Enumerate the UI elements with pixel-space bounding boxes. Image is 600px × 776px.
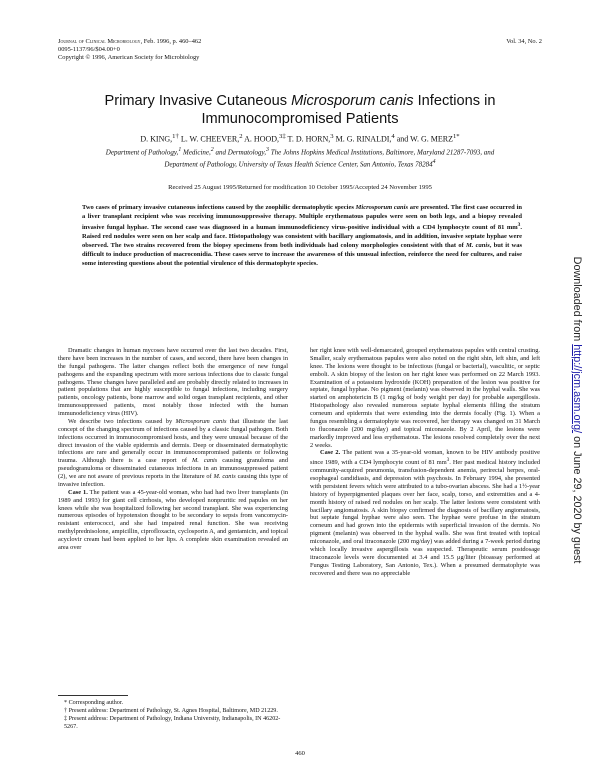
intro-paragraph-2: We describe two infections caused by Microsporum canis that illustrate the last concept of the changing spectrum of infections caused by a classic fungal pathogen. Both infections occurred in immunocompromised hosts, and they were unusual because of the direct invasion of the viable epidermis and dermis. Deep or disseminated dermatophytic infections are rare and generally occur in immunocompromised patients or following trauma. Although there is a case report of M. canis causing granuloma and pseudogranuloma or disseminated cutaneous infections in an immunosuppressed patient (2), we are not aware of previous reports in the literature of M. canis causing this type of invasive infection. — [58, 417, 288, 488]
page-number: 460 — [295, 750, 305, 757]
journal-name: Journal of Clinical Microbiology — [58, 38, 141, 45]
case-2-heading: Case 2. — [320, 449, 341, 457]
article-code: 0095-1137/96/$04.00+0 — [58, 46, 120, 53]
copyright-line: Copyright © 1996, American Society for Microbiology — [58, 54, 200, 61]
issue-info: , Feb. 1996, p. 460–462 — [140, 38, 202, 45]
footnote-rule — [58, 695, 128, 696]
affiliations: Department of Pathology,$^1$ Medicine,$^2$ and Dermatology,$^3$ The Johns Hopkins Medical Institutions, Baltimore, Maryland 21287-7093, and Department of Pathology, University of Texas Health Science Center, San Antonio, Texas 78284$^4$ — [105, 147, 495, 169]
received-dates: Received 25 August 1995/Returned for modification 10 October 1995/Accepted 24 November 1995 — [168, 184, 432, 191]
abstract: Two cases of primary invasive cutaneous infections caused by the zoophilic dermatophytic species Microsporum canis are presented. The first case occurred in a liver transplant recipient who was receiving immunosuppressive therapy. Multiple erythematous papules were seen on both legs, and a biopsy revealed invasive fungal hyphae. The second case was diagnosed in a human immunodeficiency virus-positive individual with a CD4 lymphocyte count of 81 $mm^3$. Raised red nodules were seen on her scalp and face. Histopathology was consistent with bacillary angiomatosis, and in addition, invasive septate hyphae were observed. The two strains recovered from the biopsy specimens from both individuals had colony morphologies consistent with that of M. canis, but it was difficult to induce production of macroconidia. These cases serve to increase the awareness of this unusual infection, reinforce the need for cultures, and raise some interesting questions about the potential virulence of this dermatophyte species. — [82, 204, 523, 268]
case-1-paragraph: Case 1. The patient was a 45-year-old woman, who had had two liver transplants (in 1989 and 1993) for giant cell cirrhosis, who developed nonpruritic red papules on her knees while she was hospitalized following her second transplant. She was experiencing numerous episodes of hypotension thought to be secondary to sepsis from vancomycin-resistant enterococci, and she had impaired renal function. She was receiving methylprednisolone, ampicillin, ciprofloxacin, cyclosporin A, and gentamicin, and topical acyclovir cream had been applied to her lips. A complete skin examination revealed an area over — [58, 488, 288, 551]
running-header-left — [58, 38, 201, 62]
case-1-heading: Case 1. — [68, 488, 88, 496]
volume-info: Vol. 34, No. 2 — [506, 38, 542, 45]
case-2-paragraph: Case 2. The patient was a 35-year-old woman, known to be HIV antibody positive since 1989, with a CD4 lymphocyte count of 81 $mm^3$. Her past medical history included community-acquired pneumonia, transfusion-dependent anemia, perirectal herpes, oral-esophageal candidiasis, and depression with psychosis. In February 1994, she presented with persistent fevers which were attributed to a tubo-ovarian abscess. She had a 1½-year history of hyperpigmented plaques over her face, scalp, torso, and extremities and a 4-month history of raised red nodules on her scalp. The latter lesions were consistent with bacillary angiomatosis. A skin biopsy confirmed the diagnosis of bacillary angiomatosis, but septate fungal hyphae were also seen. The hyphae were profuse in the stratum corneum and had grown into the epidermis with superficial invasion of the dermis. No pigment (melanin) was observed in the hyphal walls. She was first treated with topical miconazole, and oral itraconazole (200 mg/day) was added during a 7-week period during which locally invasive aspergillosis was suspected. Therapeutic serum postdosage itraconazole levels were documented at 3.4 and 15.5 μg/liter (bioassay performed at Fungus Testing Laboratory, San Antonio, Tex.). When a presumed dermatophyte was recovered and there was no appreciable — [310, 449, 540, 577]
download-watermark: Downloaded from http://jcm.asm.org/ on June 29, 2020 by guest — [571, 256, 583, 564]
journal-link[interactable]: http://jcm.asm.org/ — [571, 344, 583, 434]
footnote-double-dagger: ‡ Present address: Department of Pathology, Indiana University, Indianapolis, IN 46202-5267. — [64, 716, 281, 730]
right-column — [310, 347, 540, 577]
footnote-corresponding: * Corresponding author. — [64, 700, 124, 706]
title-species: Microsporum canis — [291, 93, 414, 109]
left-column — [58, 347, 288, 552]
footnote-dagger: † Present address: Department of Pathology, St. Agnes Hospital, Baltimore, MD 21229. — [64, 708, 278, 714]
author-list: D. KING,$^{1\dagger}$ L. W. CHEEVER,$^2$ A. HOOD,$^{3\ddagger}$ T. D. HORN,$^3$ M. G. RINALDI,$^4$ and W. G. $MERZ^{1*}$ — [140, 133, 460, 144]
footnotes — [58, 699, 288, 731]
case-1-continued: her right knee with well-demarcated, grouped erythematous papules with central crusting. Smaller, scaly erythematous papules were also noted on the right shin, left shin, and left knee. The lesions were thought to be infectious (fungal or bacterial), vasculitic, or septic emboli. A skin biopsy of the lesion on her right knee was performed on 22 March 1993. Examination of a potassium hydroxide (KOH) preparation of the lesion was positive for septate, fungal hyphae. No pigment (melanin) was observed in the hyphal walls. She was started on amphotericin B (1 mg/kg of body weight per day) for probable aspergillosis. Histopathology also revealed numerous septate hyphal elements filling the stratum corneum and epidermis that were extending into the dermis focally (Fig. 1). When a fungus resembling a dermatophyte was recovered, her therapy was changed on 31 March to fluconazole (200 mg/day) and topical miconazole. By 2 April, the lesions were markedly improved and less erythematous. The lesions resolved completely over the next 2 weeks. — [310, 347, 540, 449]
article-title: Primary Invasive Cutaneous Microsporum canis Infections in Immunocompromised Patients — [104, 93, 496, 127]
intro-paragraph-1: Dramatic changes in human mycoses have occurred over the last two decades. First, there have been increases in the number of cases, and second, there have been changes in the fungal pathogens. The latter changes reflect both the emergence of new fungal pathogens and the expanding spectrum with more serious infections due to classic fungal pathogens. These changes have paralleled and are probably directly related to increases in patient populations that are highly susceptible to fungal infections, including surgery patients, oncology patients, bone marrow and solid organ transplant recipients, and other immunosuppressed patients, most notably those infected with the human immunodeficiency virus (HIV). — [58, 347, 288, 417]
